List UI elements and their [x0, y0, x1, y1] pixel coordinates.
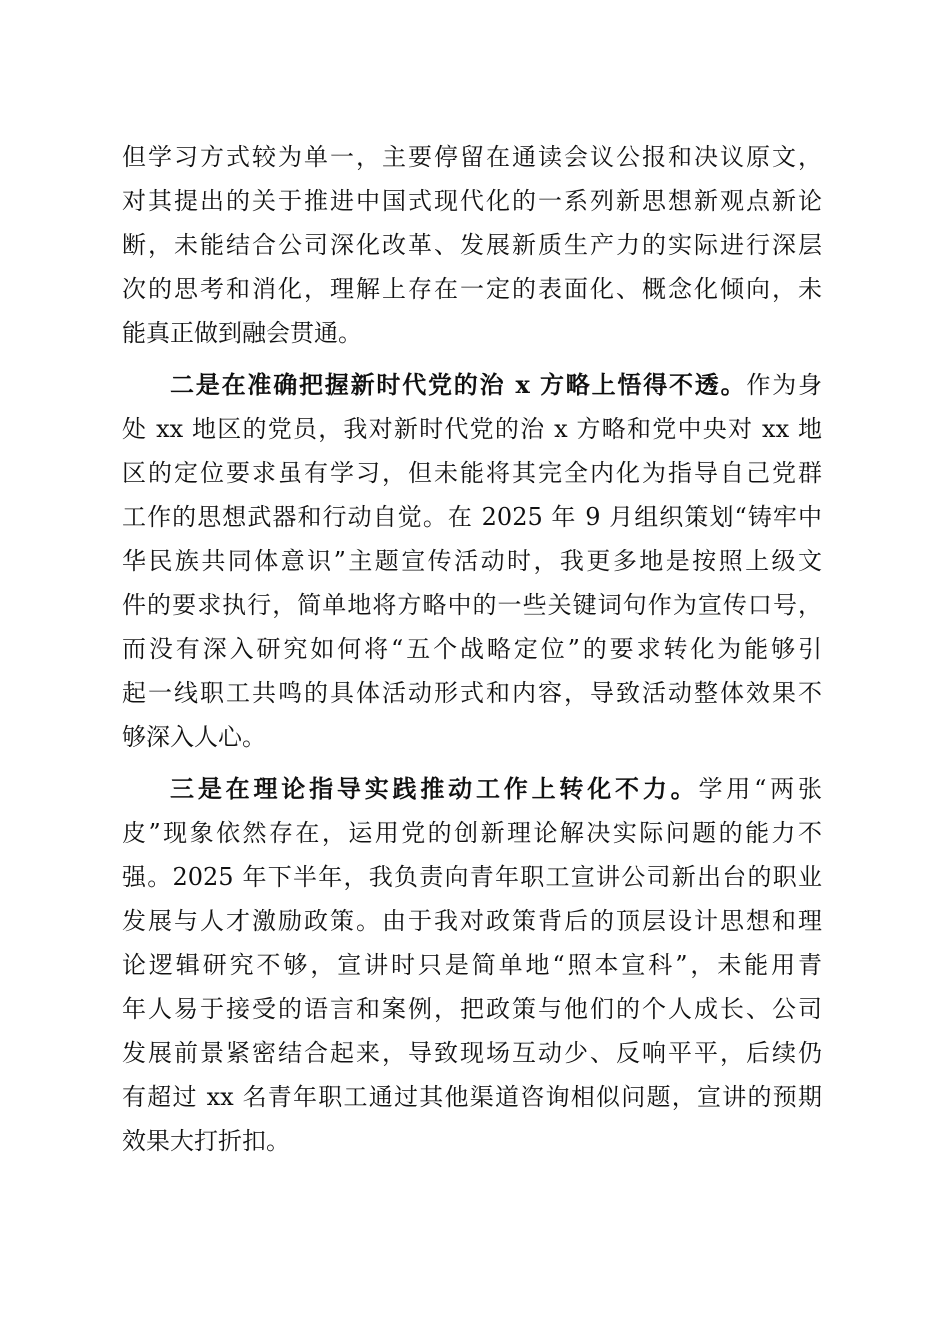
- text-line: 次的思考和消化，理解上存在一定的表面化、概念化倾向，未: [122, 275, 822, 303]
- text-line: 发展与人才激励政策。由于我对政策背后的顶层设计思想和理: [122, 907, 822, 935]
- text-line: 有超过 xx 名青年职工通过其他渠道咨询相似问题，宣讲的预期: [122, 1083, 822, 1111]
- text-line: 华民族共同体意识”主题宣传活动时，我更多地是按照上级文: [122, 547, 822, 575]
- text-line: 够深入人心。: [122, 723, 266, 751]
- text-line: 处 xx 地区的党员，我对新时代党的治 x 方略和党中央对 xx 地: [122, 415, 822, 443]
- text-run: 作为身: [746, 371, 822, 399]
- text-line: 能真正做到融会贯通。: [122, 319, 362, 347]
- document-page: [122, 135, 822, 1171]
- text-line: 起一线职工共鸣的具体活动形式和内容，导致活动整体效果不: [122, 679, 822, 707]
- paragraph-heading: 二是在准确把握新时代党的治 x 方略上悟得不透。: [170, 370, 747, 399]
- paragraph-2: [122, 363, 822, 759]
- text-line: 对其提出的关于推进中国式现代化的一系列新思想新观点新论: [122, 187, 822, 215]
- text-line: 断，未能结合公司深化改革、发展新质生产力的实际进行深层: [122, 231, 822, 259]
- text-run: 学用“两张: [698, 775, 822, 803]
- paragraph-1: [122, 135, 822, 355]
- text-line: [122, 767, 822, 811]
- text-line: 发展前景紧密结合起来，导致现场互动少、反响平平，后续仍: [122, 1039, 822, 1067]
- paragraph-3: [122, 767, 822, 1163]
- paragraph-heading: 三是在理论指导实践推动工作上转化不力。: [170, 774, 699, 803]
- text-line: 件的要求执行，简单地将方略中的一些关键词句作为宣传口号，: [122, 591, 822, 619]
- text-line: [122, 363, 822, 407]
- text-line: 效果大打折扣。: [122, 1127, 290, 1155]
- text-line: 皮”现象依然存在，运用党的创新理论解决实际问题的能力不: [122, 819, 822, 847]
- text-line: 但学习方式较为单一，主要停留在通读会议公报和决议原文，: [122, 143, 822, 171]
- text-line: 强。2025 年下半年，我负责向青年职工宣讲公司新出台的职业: [122, 863, 822, 891]
- text-line: 区的定位要求虽有学习，但未能将其完全内化为指导自己党群: [122, 459, 822, 487]
- text-line: 工作的思想武器和行动自觉。在 2025 年 9 月组织策划“铸牢中: [122, 503, 822, 531]
- text-line: 论逻辑研究不够，宣讲时只是简单地“照本宣科”，未能用青: [122, 951, 822, 979]
- text-line: 年人易于接受的语言和案例，把政策与他们的个人成长、公司: [122, 995, 822, 1023]
- text-line: 而没有深入研究如何将“五个战略定位”的要求转化为能够引: [122, 635, 822, 663]
